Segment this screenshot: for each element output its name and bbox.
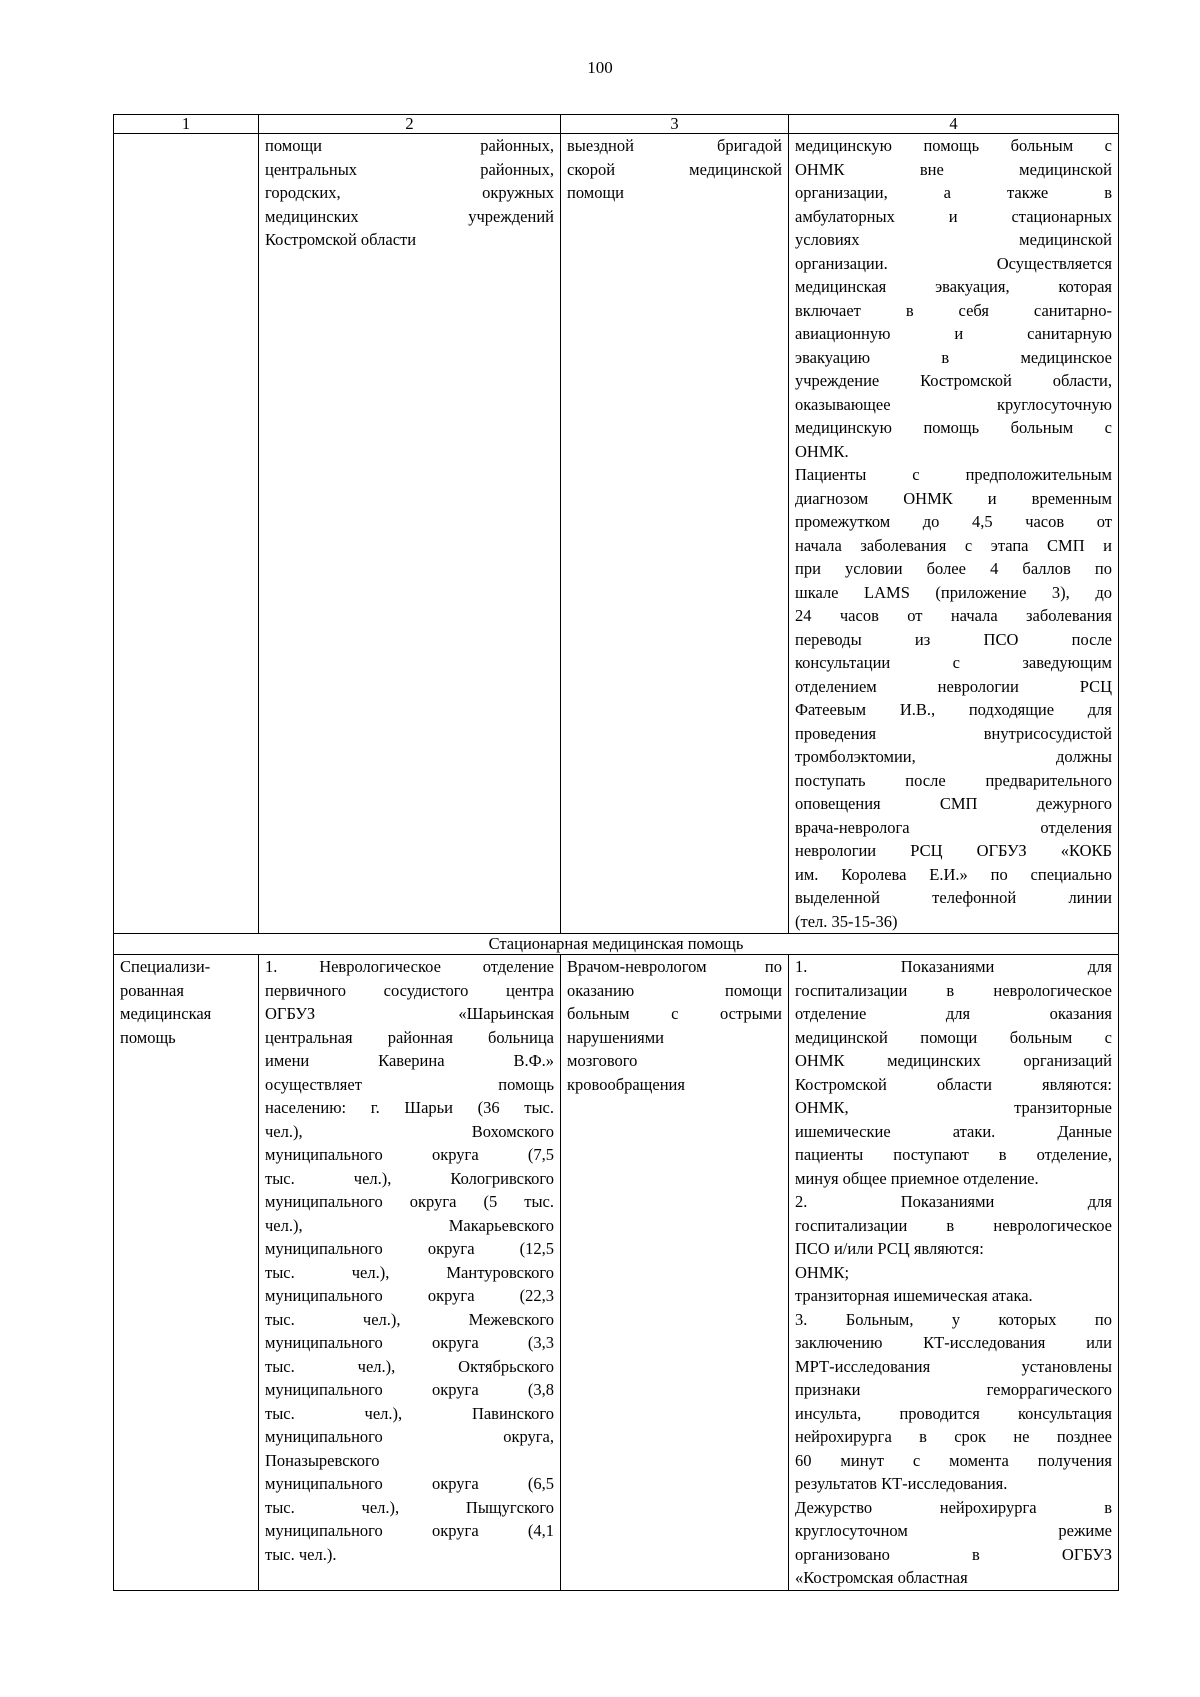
text-line: осуществляет помощь <box>265 1074 554 1094</box>
text-line: больным с острыми <box>567 1004 782 1023</box>
text-line: тыс. чел.), Мантуровского <box>265 1262 554 1282</box>
text-line: выездной бригадой <box>567 136 782 155</box>
text-line: Врачом-неврологом по <box>567 957 782 976</box>
text-line: условиях медицинской <box>795 230 1112 249</box>
text-line: медицинская <box>120 1004 212 1023</box>
text-line: включает в себя санитарно- <box>795 300 1112 320</box>
text-line: муниципального округа (12,5 <box>265 1239 554 1258</box>
text-line: медицинская эвакуация, которая <box>795 277 1112 296</box>
text-line: нейрохирурга в срок не позднее <box>795 1427 1112 1446</box>
text-line: врача-невролога отделения <box>795 817 1112 837</box>
section-title: Стационарная медицинская помощь <box>114 934 1119 955</box>
header-cell-4: 4 <box>789 115 1119 134</box>
text-line: Костромской области являются: <box>795 1074 1112 1094</box>
header-cell-2: 2 <box>259 115 561 134</box>
page-number: 100 <box>587 58 613 77</box>
text-line: диагнозом ОНМК и временным <box>795 488 1112 508</box>
text-line: Специализи- <box>120 957 211 976</box>
text-line: консультации с заведующим <box>795 653 1112 672</box>
paragraph <box>795 463 1112 933</box>
text-line: Поназыревского <box>265 1450 380 1470</box>
paragraph <box>795 1308 1112 1496</box>
text-line: чел.), Вохомского <box>265 1121 554 1141</box>
row2-col4 <box>789 955 1119 1591</box>
paragraph <box>795 134 1112 463</box>
text-line: тыс. чел.), Октябрьского <box>265 1356 554 1376</box>
text-line: учреждение Костромской области, <box>795 371 1112 390</box>
row1-col3 <box>561 134 789 934</box>
text-line: тыс. чел.), Кологривского <box>265 1168 554 1188</box>
text-line: неврологии РСЦ ОГБУЗ «КОКБ <box>795 841 1112 860</box>
text-line: муниципального округа (3,8 <box>265 1380 554 1399</box>
row1-col4-text <box>795 134 1112 933</box>
text-line: 1. Показаниями для <box>795 957 1112 976</box>
text-line: тыс. чел.). <box>265 1544 337 1564</box>
text-line: отделение для оказания <box>795 1004 1112 1023</box>
text-line: скорой медицинской <box>567 159 782 179</box>
text-line: оказывающее круглосуточную <box>795 394 1112 414</box>
text-line: ОНМК; <box>795 1262 850 1282</box>
text-line: выделенной телефонной линии <box>795 888 1112 907</box>
text-line: нарушениями <box>567 1027 664 1047</box>
paragraph <box>795 1261 1112 1285</box>
text-line: им. Королева Е.И.» по специально <box>795 864 1112 884</box>
paragraph <box>795 1190 1112 1261</box>
text-line: проведения внутрисосудистой <box>795 723 1112 743</box>
text-line: промежутком до 4,5 часов от <box>795 512 1112 531</box>
row1-col2 <box>259 134 561 934</box>
row2-col1 <box>114 955 259 1591</box>
row2-col3 <box>561 955 789 1591</box>
text-line: 3. Больным, у которых по <box>795 1309 1112 1329</box>
text-line: мозгового <box>567 1051 638 1070</box>
text-line: 2. Показаниями для <box>795 1192 1112 1211</box>
text-line: ОНМК, транзиторные <box>795 1098 1112 1117</box>
text-line: центральных районных, <box>265 159 554 179</box>
text-line: 1. Неврологическое отделение <box>265 957 554 976</box>
text-line: начала заболевания с этапа СМП и <box>795 535 1112 555</box>
text-line: (тел. 35-15-36) <box>795 911 898 931</box>
row2-col2 <box>259 955 561 1591</box>
text-line: ПСО и/или РСЦ являются: <box>795 1239 984 1258</box>
header-cell-3: 3 <box>561 115 789 134</box>
text-line: Дежурство нейрохирурга в <box>795 1497 1112 1517</box>
row1-col2-text <box>265 134 554 252</box>
text-line: ишемические атаки. Данные <box>795 1121 1112 1141</box>
header-row <box>114 115 1119 134</box>
row1-col3-text <box>567 134 782 205</box>
text-line: муниципального округа (6,5 <box>265 1474 554 1493</box>
data-table <box>113 114 1119 1591</box>
text-line: результатов КТ-исследования. <box>795 1474 1008 1493</box>
header-cell-1: 1 <box>114 115 259 134</box>
text-line: Костромской области <box>265 230 417 249</box>
text-line: амбулаторных и стационарных <box>795 206 1112 226</box>
text-line: кровообращения <box>567 1074 685 1094</box>
text-line: «Костромская областная <box>795 1568 968 1587</box>
text-line: госпитализации в неврологическое <box>795 980 1112 1000</box>
text-line: пациенты поступают в отделение, <box>795 1145 1112 1164</box>
text-line: медицинской помощи больным с <box>795 1027 1112 1047</box>
text-line: поступать после предварительного <box>795 770 1112 790</box>
text-line: инсульта, проводится консультация <box>795 1403 1112 1423</box>
table-row <box>114 134 1119 934</box>
text-line: Пациенты с предположительным <box>795 465 1112 484</box>
text-line: Фатеевым И.В., подходящие для <box>795 700 1112 719</box>
paragraph <box>795 955 1112 1190</box>
text-line: шкале LAMS (приложение 3), до <box>795 582 1112 602</box>
text-line: авиационную и санитарную <box>795 324 1112 343</box>
text-line: муниципального округа, <box>265 1427 554 1446</box>
text-line: 24 часов от начала заболевания <box>795 606 1112 625</box>
text-line: первичного сосудистого центра <box>265 980 554 1000</box>
text-line: оказанию помощи <box>567 980 782 1000</box>
text-line: при условии более 4 баллов по <box>795 559 1112 578</box>
text-line: рованная <box>120 980 184 1000</box>
text-line: тыс. чел.), Пыщугского <box>265 1497 554 1517</box>
row2-col3-text <box>567 955 782 1096</box>
text-line: центральная районная больница <box>265 1027 554 1047</box>
text-line: тыс. чел.), Павинского <box>265 1403 554 1423</box>
row1-col4 <box>789 134 1119 934</box>
paragraph <box>795 1496 1112 1590</box>
text-line: признаки геморрагического <box>795 1380 1112 1399</box>
row2-col1-text <box>120 955 252 1049</box>
text-line: медицинскую помощь больным с <box>795 136 1112 155</box>
text-line: ОНМК. <box>795 441 849 461</box>
row1-col1 <box>114 134 259 934</box>
text-line: заключению КТ-исследования или <box>795 1333 1112 1352</box>
text-line: ОНМК медицинских организаций <box>795 1051 1112 1070</box>
text-line: 60 минут с момента получения <box>795 1450 1112 1470</box>
text-line: МРТ-исследования установлены <box>795 1356 1112 1376</box>
text-line: ОНМК вне медицинской <box>795 159 1112 179</box>
text-line: организации. Осуществляется <box>795 253 1112 273</box>
text-line: организации, а также в <box>795 183 1112 202</box>
text-line: муниципального округа (22,3 <box>265 1286 554 1305</box>
text-line: отделением неврологии РСЦ <box>795 676 1112 696</box>
text-line: эвакуацию в медицинское <box>795 347 1112 367</box>
text-line: организовано в ОГБУЗ <box>795 1544 1112 1564</box>
text-line: медицинскую помощь больным с <box>795 418 1112 437</box>
row2-col2-text <box>265 955 554 1566</box>
text-line: ОГБУЗ «Шарьинская <box>265 1004 554 1023</box>
text-line: имени Каверина В.Ф.» <box>265 1051 554 1070</box>
text-line: муниципального округа (5 тыс. <box>265 1192 554 1211</box>
text-line: муниципального округа (7,5 <box>265 1145 554 1164</box>
text-line: переводы из ПСО после <box>795 629 1112 649</box>
text-line: чел.), Макарьевского <box>265 1215 554 1235</box>
text-line: транзиторная ишемическая атака. <box>795 1286 1033 1305</box>
text-line: тромболэктомии, должны <box>795 747 1112 766</box>
text-line: муниципального округа (4,1 <box>265 1521 554 1540</box>
section-row <box>114 934 1119 955</box>
text-line: минуя общее приемное отделение. <box>795 1168 1039 1188</box>
row2-col4-text <box>795 955 1112 1590</box>
paragraph <box>795 1284 1112 1308</box>
text-line: городских, окружных <box>265 183 554 202</box>
text-line: тыс. чел.), Межевского <box>265 1309 554 1329</box>
table-row <box>114 955 1119 1591</box>
text-line: оповещения СМП дежурного <box>795 794 1112 813</box>
text-line: госпитализации в неврологическое <box>795 1215 1112 1235</box>
text-line: круглосуточном режиме <box>795 1521 1112 1540</box>
text-line: населению: г. Шарьи (36 тыс. <box>265 1098 554 1117</box>
text-line: муниципального округа (3,3 <box>265 1333 554 1352</box>
text-line: помощи <box>567 183 624 202</box>
text-line: помощь <box>120 1027 176 1047</box>
text-line: медицинских учреждений <box>265 206 554 226</box>
text-line: помощи районных, <box>265 136 554 155</box>
